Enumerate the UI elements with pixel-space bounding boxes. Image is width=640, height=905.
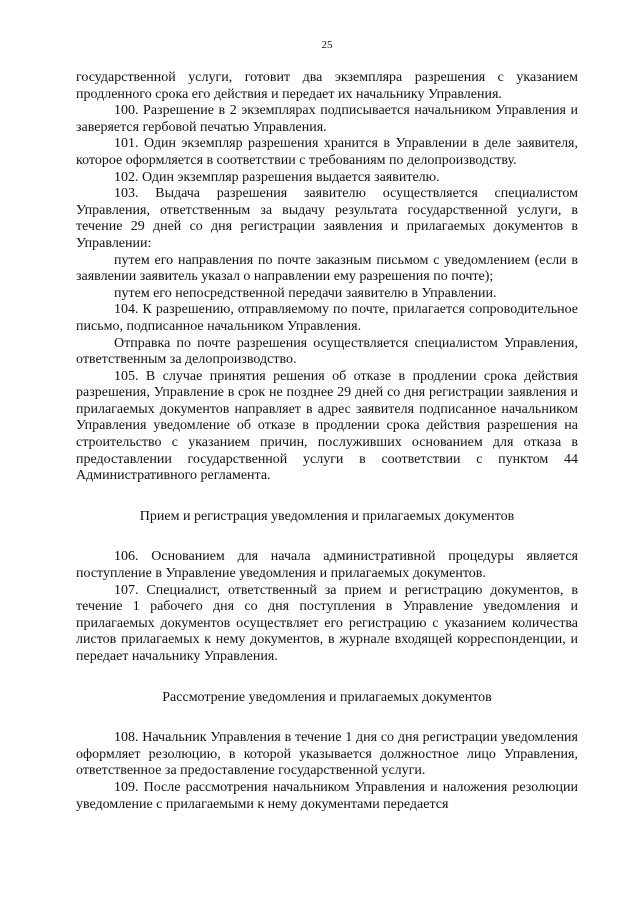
paragraph-103-direct: путем его непосредственной передачи заявителю в Управлении. bbox=[114, 285, 497, 301]
paragraph-104: 104. К разрешению, отправляемому по почте, прилагается сопроводительное письмо, подписанное начальником Управления. bbox=[76, 302, 578, 334]
section-heading-review: Рассмотрение уведомления и прилагаемых документов bbox=[162, 689, 492, 705]
document-body bbox=[76, 70, 578, 813]
paragraph-108: 108. Начальник Управления в течение 1 дня со дня регистрации уведомления оформляет резолюцию, в которой указывается должностное лицо Управления, ответственное за предоставление государственной услуги. bbox=[76, 730, 578, 779]
paragraph-continuation: государственной услуги, готовит два экземпляра разрешения с указанием продленного срока его действия и передает их начальнику Управления. bbox=[76, 70, 578, 102]
paragraph-106: 106. Основанием для начала административной процедуры является поступление в Управление уведомления и прилагаемых документов. bbox=[76, 549, 578, 582]
section-heading-registration: Прием и регистрация уведомления и прилагаемых документов bbox=[139, 508, 515, 524]
paragraph-102: 102. Один экземпляр разрешения выдается заявителю. bbox=[114, 169, 440, 185]
paragraph-104-dispatch: Отправка по почте разрешения осуществляется специалистом Управления, ответственным за делопроизводство. bbox=[76, 335, 578, 368]
paragraph-109: 109. После рассмотрения начальником Управления и наложения резолюции уведомление с прилагаемыми к нему документами передается bbox=[76, 779, 578, 812]
paragraph-103-mail: путем его направления по почте заказным письмом с уведомлением (если в заявлении заявитель указал о направлении ему разрешения по почте); bbox=[76, 252, 578, 285]
paragraph-105: 105. В случае принятия решения об отказе в продлении срока действия разрешения, Управление в срок не позднее 29 дней со дня регистрации заявления и прилагаемых документов направляет в адрес заявителя подписанное начальником Управления уведомление об отказе в продлении срока действия разрешения на строительство с указанием причин, послуживших основанием для отказа в предоставлении государственной услуги в соответствии с пунктом 44 Административного регламента. bbox=[76, 368, 578, 484]
paragraph-103: 103. Выдача разрешения заявителю осуществляется специалистом Управления, ответственным за выдачу результата государственной услуги, в течение 29 дней со дня регистрации заявления и прилагаемых документов в Управлении: bbox=[76, 186, 578, 251]
paragraph-101: 101. Один экземпляр разрешения хранится в Управлении в деле заявителя, которое оформляется в соответствии с требованиям по делопроизводству. bbox=[76, 136, 578, 168]
page-number: 25 bbox=[321, 39, 333, 51]
paragraph-107: 107. Специалист, ответственный за прием и регистрацию документов, в течение 1 рабочего дня со дня поступления в Управление уведомления и прилагаемых документов осуществляет его регистрацию с указанием количества листов прилагаемых к нему документов, в журнале входящей корреспонденции, и передает начальнику Управления. bbox=[76, 582, 578, 664]
paragraph-100: 100. Разрешение в 2 экземплярах подписывается начальником Управления и заверяется гербовой печатью Управления. bbox=[76, 103, 578, 135]
